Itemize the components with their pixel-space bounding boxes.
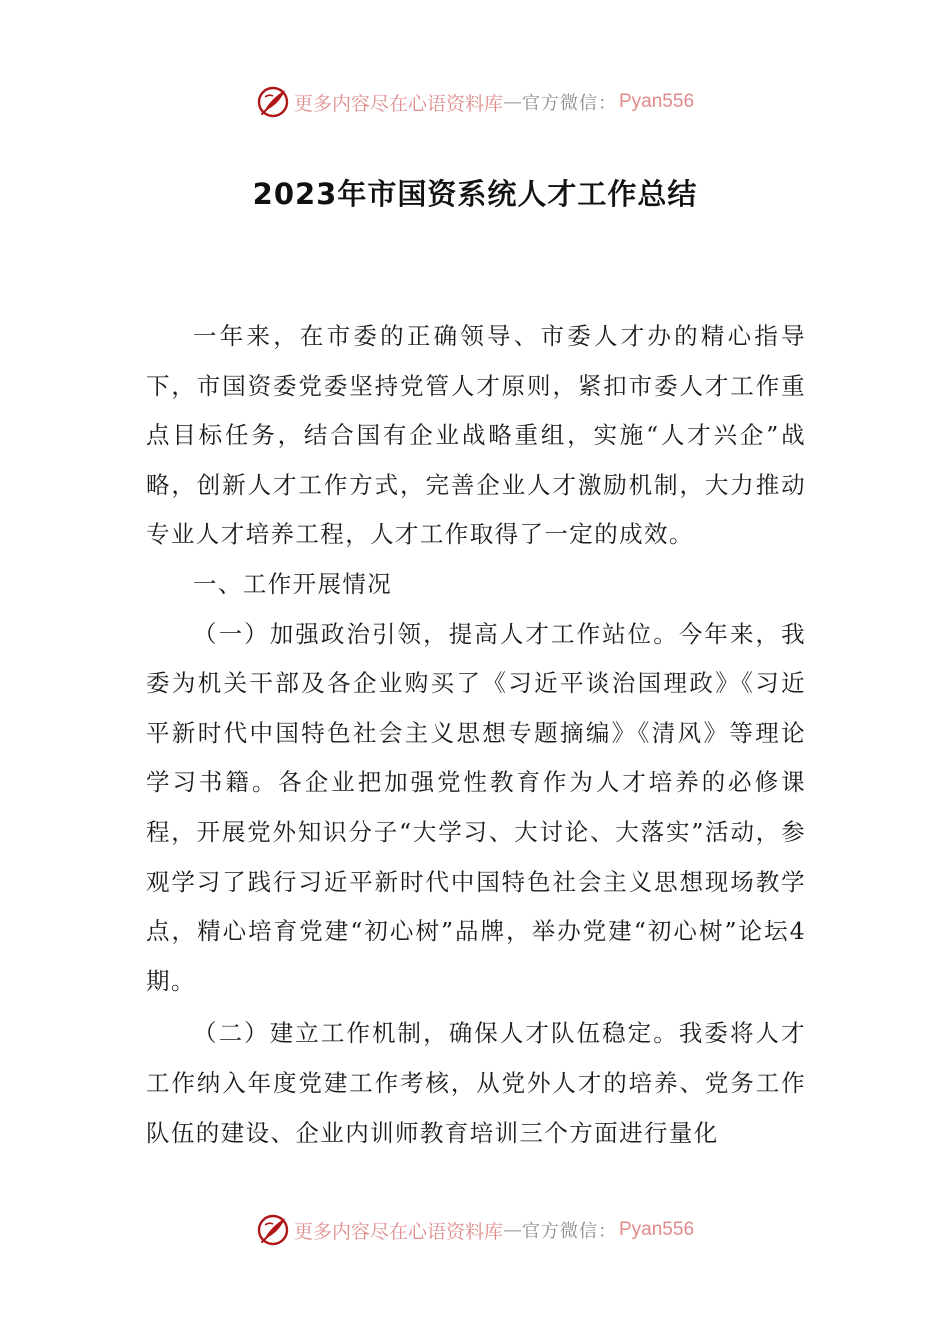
banner-wechat-label: 官方微信： (522, 1221, 617, 1242)
paragraph-intro: 一年来，在市委的正确领导、市委人才办的精心指导下，市国资委党委坚持党管人才原则，紧扣市委人才工作重点目标任务，结合国有企业战略重组，实施“人才兴企”战略，创新人才工作方式，完善企业人才激励机制，大力推动专业人才培养工程，人才工作取得了一定的成效。 (146, 322, 806, 549)
banner-site-text: 更多内容尽在心语资料库 (293, 1220, 503, 1243)
banner-wechat-id: Pyan556 (619, 1219, 695, 1240)
banner-wechat-id: Pyan556 (619, 91, 695, 112)
banner-wechat-label: 官方微信： (522, 93, 617, 114)
paragraph-item-2: （二）建立工作机制，确保人才队伍稳定。我委将人才工作纳入年度党建工作考核，从党外人才的培养、党务工作队伍的建设、企业内训师教育培训三个方面进行量化 (146, 1019, 806, 1147)
document-title: 2023年市国资系统人才工作总结 (252, 177, 698, 211)
footer-banner (0, 1210, 950, 1250)
quill-logo-icon (256, 85, 290, 119)
header-banner (0, 82, 950, 122)
banner-separator: — (503, 1219, 522, 1241)
document-body (146, 312, 806, 1158)
banner-site-text: 更多内容尽在心语资料库 (293, 92, 503, 115)
banner-separator: — (503, 91, 522, 113)
section-heading: 一、工作开展情况 (193, 569, 393, 598)
paragraph-item-1: （一）加强政治引领，提高人才工作站位。今年来，我委为机关干部及各企业购买了《习近平谈治国理政》《习近平新时代中国特色社会主义思想专题摘编》《清风》等理论学习书籍。各企业把加强党性教育作为人才培养的必修课程，开展党外知识分子“大学习、大讨论、大落实”活动，参观学习了践行习近平新时代中国特色社会主义思想现场教学点，精心培育党建“初心树”品牌，举办党建“初心树”论坛4期。 (146, 619, 806, 995)
quill-logo-icon (256, 1213, 290, 1247)
